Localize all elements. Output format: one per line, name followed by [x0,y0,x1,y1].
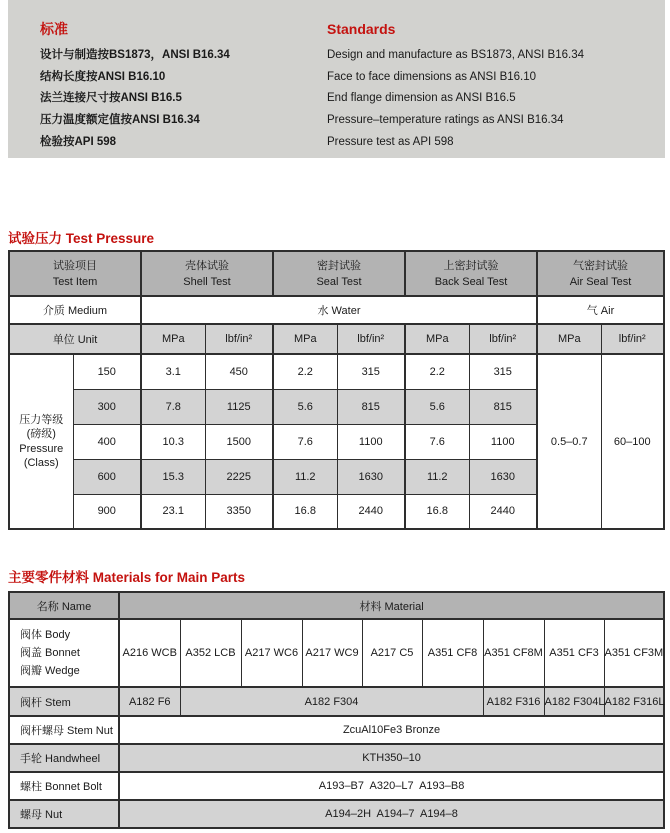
tp-value-cell: 7.6 [273,424,337,459]
standards-item-zh: 检验按API 598 [40,135,117,148]
mat-value-cell: A351 CF8 [422,619,483,687]
tp-data-row-150 [9,354,664,389]
class-label-line: 压力等级 [19,413,64,426]
mat-body-row [9,619,664,687]
tp-value-cell: 315 [469,354,537,389]
tp-unit-mpa: MPa [141,324,205,354]
test-pressure-heading: 试验压力 Test Pressure [8,231,155,246]
mat-value-cell: A182 F316L [604,687,664,716]
tp-class-cell: 600 [73,459,141,494]
header-label-en: Test Item [52,275,98,288]
mat-name-handwheel: 手轮 Handwheel [9,744,119,772]
tp-unit-lbf: lbf/in² [205,324,273,354]
tp-class-cell: 300 [73,389,141,424]
tp-value-cell: 2.2 [405,354,469,389]
header-label-en: Seal Test [316,275,362,288]
tp-value-cell: 10.3 [141,424,205,459]
tp-value-cell: 315 [337,354,405,389]
mat-value-cell: A182 F316 [483,687,544,716]
mat-stem-row [9,687,664,716]
mat-header-row [9,592,664,619]
tp-value-cell: 2440 [469,494,537,529]
tp-value-cell: 450 [205,354,273,389]
header-label-zh: 密封试验 [317,259,361,272]
header-label-zh: 气密封试验 [573,259,628,272]
tp-value-cell: 815 [337,389,405,424]
mat-header-material: 材料 Material [119,592,664,619]
standards-item-en: Pressure test as API 598 [327,135,454,148]
standards-item-zh: 法兰连接尺寸按ANSI B16.5 [40,92,182,105]
header-label-zh: 上密封试验 [443,259,499,272]
tp-header-test-item [9,251,141,296]
mat-name-bonnet-bolt: 螺柱 Bonnet Bolt [9,772,119,800]
class-label-line: (磅级) [26,428,56,440]
tp-value-cell: 5.6 [273,389,337,424]
tp-value-cell: 1100 [337,424,405,459]
tp-value-cell: 2.2 [273,354,337,389]
mat-header-name: 名称 Name [9,592,119,619]
materials-table [8,591,665,829]
tp-class-cell: 150 [73,354,141,389]
part-name-line: 阀盖 Bonnet [20,647,80,659]
header-label-zh: 壳体试验 [185,259,229,272]
tp-value-cell: 5.6 [405,389,469,424]
standards-column-chinese [40,21,230,154]
tp-medium-air: 气 Air [537,296,664,324]
standards-item-en: End flange dimension as ANSI B16.5 [327,92,516,105]
mat-value-cell: A217 WC6 [241,619,302,687]
standards-title-zh: 标准 [40,21,68,37]
tp-value-cell: 2225 [205,459,273,494]
tp-header-air-seal-test [537,251,664,296]
tp-unit-mpa: MPa [405,324,469,354]
tp-value-cell: 3350 [205,494,273,529]
mat-stem-nut-row [9,716,664,744]
tp-medium-row [9,296,664,324]
standards-item-en: Face to face dimensions as ANSI B16.10 [327,70,537,83]
tp-value-cell: 16.8 [405,494,469,529]
mat-nut-row [9,800,664,828]
tp-value-cell: 3.1 [141,354,205,389]
tp-unit-lbf: lbf/in² [469,324,537,354]
tp-value-cell: 815 [469,389,537,424]
tp-value-cell: 1630 [337,459,405,494]
mat-value-cell: ZcuAl10Fe3 Bronze [119,716,664,744]
standards-panel [8,0,665,158]
mat-name-body-bonnet-wedge [9,619,119,687]
tp-value-cell: 16.8 [273,494,337,529]
tp-header-back-seal-test [405,251,537,296]
standards-item-en: Pressure–temperature ratings as ANSI B16.34 [327,114,564,127]
tp-value-cell: 1125 [205,389,273,424]
mat-value-cell: A217 C5 [362,619,422,687]
tp-class-cell: 400 [73,424,141,459]
tp-value-cell: 11.2 [273,459,337,494]
class-label-line: Pressure [19,442,64,455]
mat-value-cell: A194–2H A194–7 A194–8 [119,800,664,828]
header-label-en: Air Seal Test [569,275,632,288]
mat-value-cell: KTH350–10 [119,744,664,772]
standards-item-en: Design and manufacture as BS1873, ANSI B16.34 [327,49,584,61]
tp-header-shell-test [141,251,273,296]
mat-name-stem-nut: 阀杆螺母 Stem Nut [9,716,119,744]
tp-medium-water: 水 Water [141,296,537,324]
tp-unit-label: 单位 Unit [9,324,141,354]
mat-value-cell: A351 CF3M [604,619,664,687]
mat-value-cell: A182 F304 [180,687,483,716]
tp-header-row [9,251,664,296]
mat-handwheel-row [9,744,664,772]
tp-value-cell: 1630 [469,459,537,494]
tp-value-cell: 2440 [337,494,405,529]
tp-medium-label: 介质 Medium [9,296,141,324]
tp-value-cell: 23.1 [141,494,205,529]
mat-value-cell: A182 F304L [544,687,604,716]
materials-table-wrap [8,591,665,829]
tp-unit-mpa: MPa [273,324,337,354]
mat-name-nut: 螺母 Nut [9,800,119,828]
tp-unit-mpa: MPa [537,324,601,354]
tp-unit-lbf: lbf/in² [337,324,405,354]
header-label-en: Shell Test [183,275,231,288]
tp-air-mpa-cell: 0.5–0.7 [537,354,601,529]
test-pressure-table [8,250,665,530]
part-name-line: 阀瓣 Wedge [20,665,80,677]
mat-value-cell: A217 WC9 [302,619,362,687]
header-label-zh: 试验项目 [53,259,97,272]
mat-value-cell: A216 WCB [119,619,180,687]
mat-value-cell: A351 CF3 [544,619,604,687]
part-name-line: 阀体 Body [20,629,71,641]
mat-name-stem: 阀杆 Stem [9,687,119,716]
mat-bonnet-bolt-row [9,772,664,800]
tp-value-cell: 7.6 [405,424,469,459]
materials-heading: 主要零件材料 Materials for Main Parts [8,570,246,585]
standards-item-zh: 设计与制造按BS1873，ANSI B16.34 [40,49,230,61]
tp-header-seal-test [273,251,405,296]
tp-value-cell: 1500 [205,424,273,459]
tp-class-cell: 900 [73,494,141,529]
tp-unit-lbf: lbf/in² [601,324,664,354]
standards-item-zh: 压力温度额定值按ANSI B16.34 [40,114,200,127]
standards-column-english [327,21,584,154]
standards-item-zh: 结构长度按ANSI B16.10 [40,70,166,83]
tp-value-cell: 1100 [469,424,537,459]
mat-value-cell: A193–B7 A320–L7 A193–B8 [119,772,664,800]
tp-unit-row [9,324,664,354]
tp-pressure-class-label [9,354,73,529]
test-pressure-table-wrap [8,250,665,530]
header-label-en: Back Seal Test [434,275,508,288]
mat-value-cell: A351 CF8M [483,619,544,687]
tp-value-cell: 11.2 [405,459,469,494]
mat-value-cell: A352 LCB [180,619,241,687]
tp-air-lbf-cell: 60–100 [601,354,664,529]
mat-value-cell: A182 F6 [119,687,180,716]
tp-value-cell: 15.3 [141,459,205,494]
tp-value-cell: 7.8 [141,389,205,424]
class-label-line: (Class) [23,457,59,469]
standards-title-en: Standards [327,21,396,37]
